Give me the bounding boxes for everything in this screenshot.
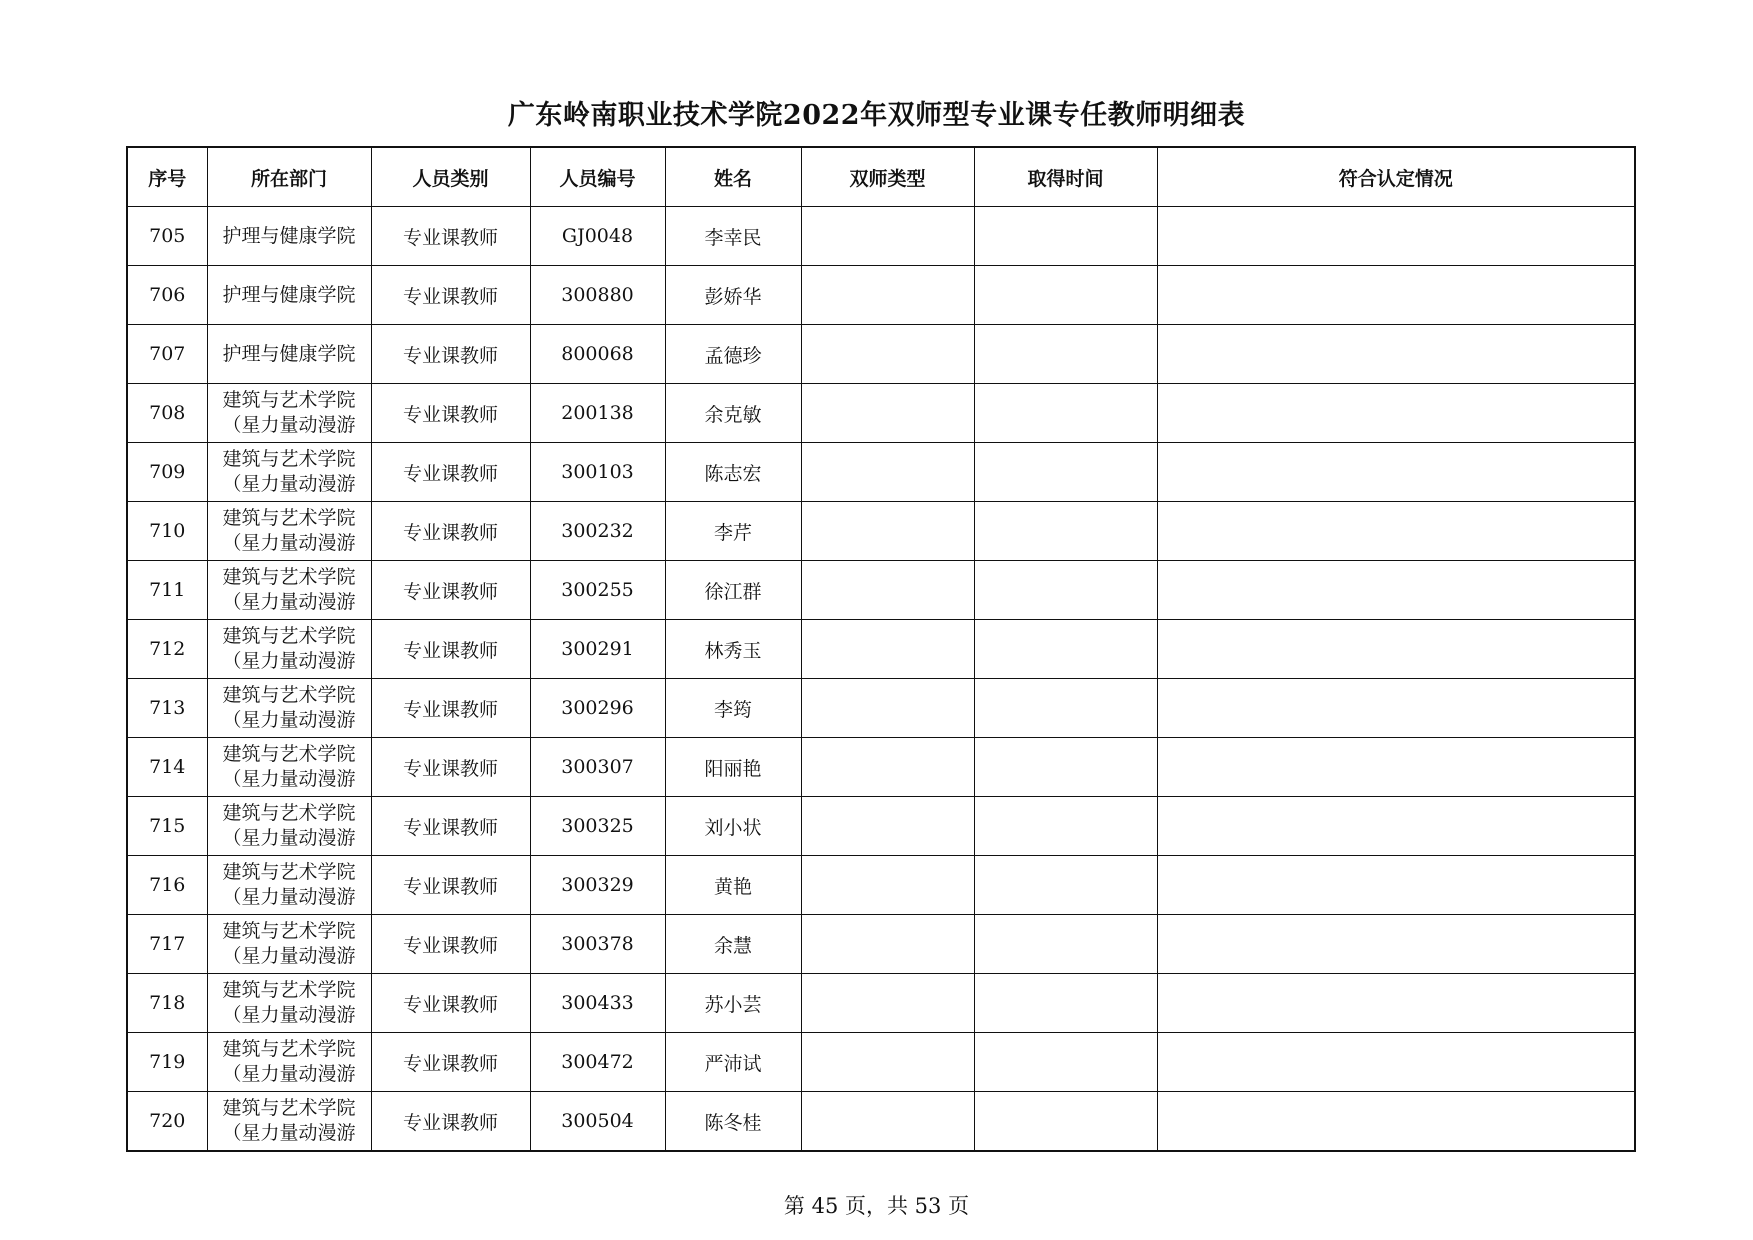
cell-time: [974, 915, 1157, 974]
dept-line-2: （星力量动漫游: [222, 827, 356, 849]
table-row: [127, 620, 1635, 679]
dept-text: [208, 283, 371, 308]
cell-dept: [207, 620, 371, 679]
dept-text: [208, 801, 371, 851]
dept-line-2: （星力量动漫游: [222, 473, 356, 495]
cell-name: 黄艳: [665, 856, 801, 915]
dept-text: [208, 388, 371, 438]
cell-category: 专业课教师: [371, 561, 530, 620]
cell-status: [1157, 207, 1635, 266]
cell-type: [801, 1092, 974, 1152]
cell-status: [1157, 1092, 1635, 1152]
cell-name: 陈冬桂: [665, 1092, 801, 1152]
cell-id: 300433: [530, 974, 665, 1033]
cell-dept: [207, 797, 371, 856]
dept-line-2: （星力量动漫游: [222, 709, 356, 731]
cell-dept: [207, 502, 371, 561]
dept-text: [208, 342, 371, 367]
cell-no: 715: [127, 797, 207, 856]
cell-type: [801, 1033, 974, 1092]
table-body: [127, 207, 1635, 1152]
dept-line-1: 建筑与艺术学院: [222, 684, 356, 706]
dept-line-1: 建筑与艺术学院: [222, 625, 356, 647]
cell-category: 专业课教师: [371, 738, 530, 797]
dept-line-1: 建筑与艺术学院: [222, 743, 356, 765]
dept-line-2: （星力量动漫游: [222, 886, 356, 908]
cell-id: 300232: [530, 502, 665, 561]
cell-dept: [207, 325, 371, 384]
cell-id: 300504: [530, 1092, 665, 1152]
cell-name: 余克敏: [665, 384, 801, 443]
cell-id: 300255: [530, 561, 665, 620]
cell-time: [974, 679, 1157, 738]
document-title: 广东岭南职业技术学院2022年双师型专业课专任教师明细表: [507, 100, 1246, 131]
teacher-table: [126, 146, 1636, 1152]
cell-status: [1157, 856, 1635, 915]
cell-dept: [207, 207, 371, 266]
cell-no: 707: [127, 325, 207, 384]
dept-text: [208, 506, 371, 556]
dept-line-2: （星力量动漫游: [222, 1063, 356, 1085]
cell-status: [1157, 620, 1635, 679]
cell-no: 710: [127, 502, 207, 561]
cell-time: [974, 325, 1157, 384]
cell-type: [801, 797, 974, 856]
dept-line-2: （星力量动漫游: [222, 945, 356, 967]
dept-text: [208, 860, 371, 910]
cell-type: [801, 266, 974, 325]
dept-text: [208, 742, 371, 792]
cell-no: 712: [127, 620, 207, 679]
dept-line-1: 建筑与艺术学院: [222, 920, 356, 942]
dept-line-1: 建筑与艺术学院: [222, 507, 356, 529]
dept-text: [208, 447, 371, 497]
cell-dept: [207, 443, 371, 502]
cell-dept: [207, 915, 371, 974]
dept-text: [208, 1037, 371, 1087]
cell-type: [801, 679, 974, 738]
dept-text: [208, 224, 371, 249]
cell-status: [1157, 266, 1635, 325]
table-row: [127, 1033, 1635, 1092]
column-header-name: 姓名: [665, 147, 801, 207]
cell-dept: [207, 679, 371, 738]
cell-status: [1157, 679, 1635, 738]
cell-time: [974, 620, 1157, 679]
cell-status: [1157, 974, 1635, 1033]
cell-no: 718: [127, 974, 207, 1033]
cell-name: 林秀玉: [665, 620, 801, 679]
cell-dept: [207, 384, 371, 443]
cell-time: [974, 738, 1157, 797]
cell-no: 714: [127, 738, 207, 797]
cell-type: [801, 856, 974, 915]
cell-category: 专业课教师: [371, 679, 530, 738]
cell-type: [801, 738, 974, 797]
table-row: [127, 384, 1635, 443]
cell-id: 300472: [530, 1033, 665, 1092]
column-header-dept: 所在部门: [207, 147, 371, 207]
cell-time: [974, 856, 1157, 915]
cell-type: [801, 561, 974, 620]
page-footer: 第 45 页，共 53 页: [783, 1194, 970, 1218]
cell-category: 专业课教师: [371, 325, 530, 384]
cell-name: 苏小芸: [665, 974, 801, 1033]
cell-no: 708: [127, 384, 207, 443]
cell-time: [974, 561, 1157, 620]
cell-dept: [207, 561, 371, 620]
dept-text: [208, 624, 371, 674]
cell-status: [1157, 797, 1635, 856]
cell-category: 专业课教师: [371, 443, 530, 502]
cell-time: [974, 266, 1157, 325]
cell-type: [801, 974, 974, 1033]
cell-id: GJ0048: [530, 207, 665, 266]
cell-id: 300880: [530, 266, 665, 325]
cell-id: 800068: [530, 325, 665, 384]
dept-line-2: （星力量动漫游: [222, 768, 356, 790]
cell-dept: [207, 974, 371, 1033]
table-row: [127, 502, 1635, 561]
dept-line-1: 护理与健康学院: [222, 283, 356, 306]
table-row: [127, 738, 1635, 797]
table-row: [127, 915, 1635, 974]
table-row: [127, 974, 1635, 1033]
cell-status: [1157, 738, 1635, 797]
cell-category: 专业课教师: [371, 915, 530, 974]
cell-no: 719: [127, 1033, 207, 1092]
dept-line-2: （星力量动漫游: [222, 1004, 356, 1026]
cell-no: 717: [127, 915, 207, 974]
cell-time: [974, 797, 1157, 856]
cell-id: 300378: [530, 915, 665, 974]
cell-type: [801, 384, 974, 443]
cell-dept: [207, 266, 371, 325]
column-header-status: 符合认定情况: [1157, 147, 1635, 207]
cell-category: 专业课教师: [371, 266, 530, 325]
dept-line-2: （星力量动漫游: [222, 532, 356, 554]
cell-name: 阳丽艳: [665, 738, 801, 797]
cell-status: [1157, 502, 1635, 561]
dept-line-1: 护理与健康学院: [222, 224, 356, 247]
cell-time: [974, 207, 1157, 266]
dept-line-1: 建筑与艺术学院: [222, 389, 356, 411]
cell-status: [1157, 561, 1635, 620]
column-header-time: 取得时间: [974, 147, 1157, 207]
dept-text: [208, 1096, 371, 1146]
table-row: [127, 856, 1635, 915]
cell-name: 余慧: [665, 915, 801, 974]
cell-id: 300307: [530, 738, 665, 797]
table-row: [127, 325, 1635, 384]
cell-name: 彭娇华: [665, 266, 801, 325]
cell-status: [1157, 915, 1635, 974]
dept-line-1: 建筑与艺术学院: [222, 1097, 356, 1119]
table-row: [127, 207, 1635, 266]
cell-type: [801, 620, 974, 679]
cell-category: 专业课教师: [371, 856, 530, 915]
cell-time: [974, 1092, 1157, 1152]
cell-no: 713: [127, 679, 207, 738]
dept-text: [208, 683, 371, 733]
dept-line-2: （星力量动漫游: [222, 650, 356, 672]
dept-line-2: （星力量动漫游: [222, 414, 356, 436]
cell-dept: [207, 1033, 371, 1092]
cell-time: [974, 384, 1157, 443]
dept-line-1: 护理与健康学院: [222, 342, 356, 365]
cell-type: [801, 443, 974, 502]
cell-dept: [207, 856, 371, 915]
cell-type: [801, 915, 974, 974]
column-header-id: 人员编号: [530, 147, 665, 207]
cell-id: 300103: [530, 443, 665, 502]
dept-line-1: 建筑与艺术学院: [222, 979, 356, 1001]
cell-no: 720: [127, 1092, 207, 1152]
dept-line-2: （星力量动漫游: [222, 591, 356, 613]
cell-no: 711: [127, 561, 207, 620]
dept-line-1: 建筑与艺术学院: [222, 861, 356, 883]
cell-name: 李筠: [665, 679, 801, 738]
table-row: [127, 266, 1635, 325]
cell-status: [1157, 384, 1635, 443]
cell-category: 专业课教师: [371, 1033, 530, 1092]
cell-type: [801, 325, 974, 384]
cell-time: [974, 1033, 1157, 1092]
cell-name: 李芹: [665, 502, 801, 561]
column-header-no: 序号: [127, 147, 207, 207]
cell-id: 300291: [530, 620, 665, 679]
cell-name: 严沛试: [665, 1033, 801, 1092]
cell-category: 专业课教师: [371, 207, 530, 266]
cell-id: 200138: [530, 384, 665, 443]
dept-line-2: （星力量动漫游: [222, 1122, 356, 1144]
cell-id: 300325: [530, 797, 665, 856]
dept-line-1: 建筑与艺术学院: [222, 802, 356, 824]
cell-status: [1157, 325, 1635, 384]
cell-name: 李幸民: [665, 207, 801, 266]
cell-category: 专业课教师: [371, 1092, 530, 1152]
table-row: [127, 561, 1635, 620]
cell-time: [974, 974, 1157, 1033]
cell-time: [974, 502, 1157, 561]
dept-text: [208, 919, 371, 969]
cell-name: 徐江群: [665, 561, 801, 620]
cell-category: 专业课教师: [371, 502, 530, 561]
column-header-category: 人员类别: [371, 147, 530, 207]
cell-dept: [207, 1092, 371, 1152]
cell-category: 专业课教师: [371, 620, 530, 679]
cell-id: 300296: [530, 679, 665, 738]
column-header-type: 双师类型: [801, 147, 974, 207]
cell-name: 孟德珍: [665, 325, 801, 384]
cell-no: 709: [127, 443, 207, 502]
cell-status: [1157, 1033, 1635, 1092]
cell-no: 705: [127, 207, 207, 266]
cell-category: 专业课教师: [371, 974, 530, 1033]
cell-time: [974, 443, 1157, 502]
cell-name: 刘小状: [665, 797, 801, 856]
dept-line-1: 建筑与艺术学院: [222, 448, 356, 470]
table-row: [127, 679, 1635, 738]
cell-type: [801, 502, 974, 561]
cell-no: 706: [127, 266, 207, 325]
cell-category: 专业课教师: [371, 797, 530, 856]
dept-text: [208, 565, 371, 615]
cell-no: 716: [127, 856, 207, 915]
dept-line-1: 建筑与艺术学院: [222, 566, 356, 588]
table-row: [127, 797, 1635, 856]
dept-text: [208, 978, 371, 1028]
dept-line-1: 建筑与艺术学院: [222, 1038, 356, 1060]
table-row: [127, 443, 1635, 502]
cell-status: [1157, 443, 1635, 502]
header-row: [127, 147, 1635, 207]
cell-category: 专业课教师: [371, 384, 530, 443]
cell-name: 陈志宏: [665, 443, 801, 502]
table-row: [127, 1092, 1635, 1152]
cell-dept: [207, 738, 371, 797]
cell-type: [801, 207, 974, 266]
cell-id: 300329: [530, 856, 665, 915]
